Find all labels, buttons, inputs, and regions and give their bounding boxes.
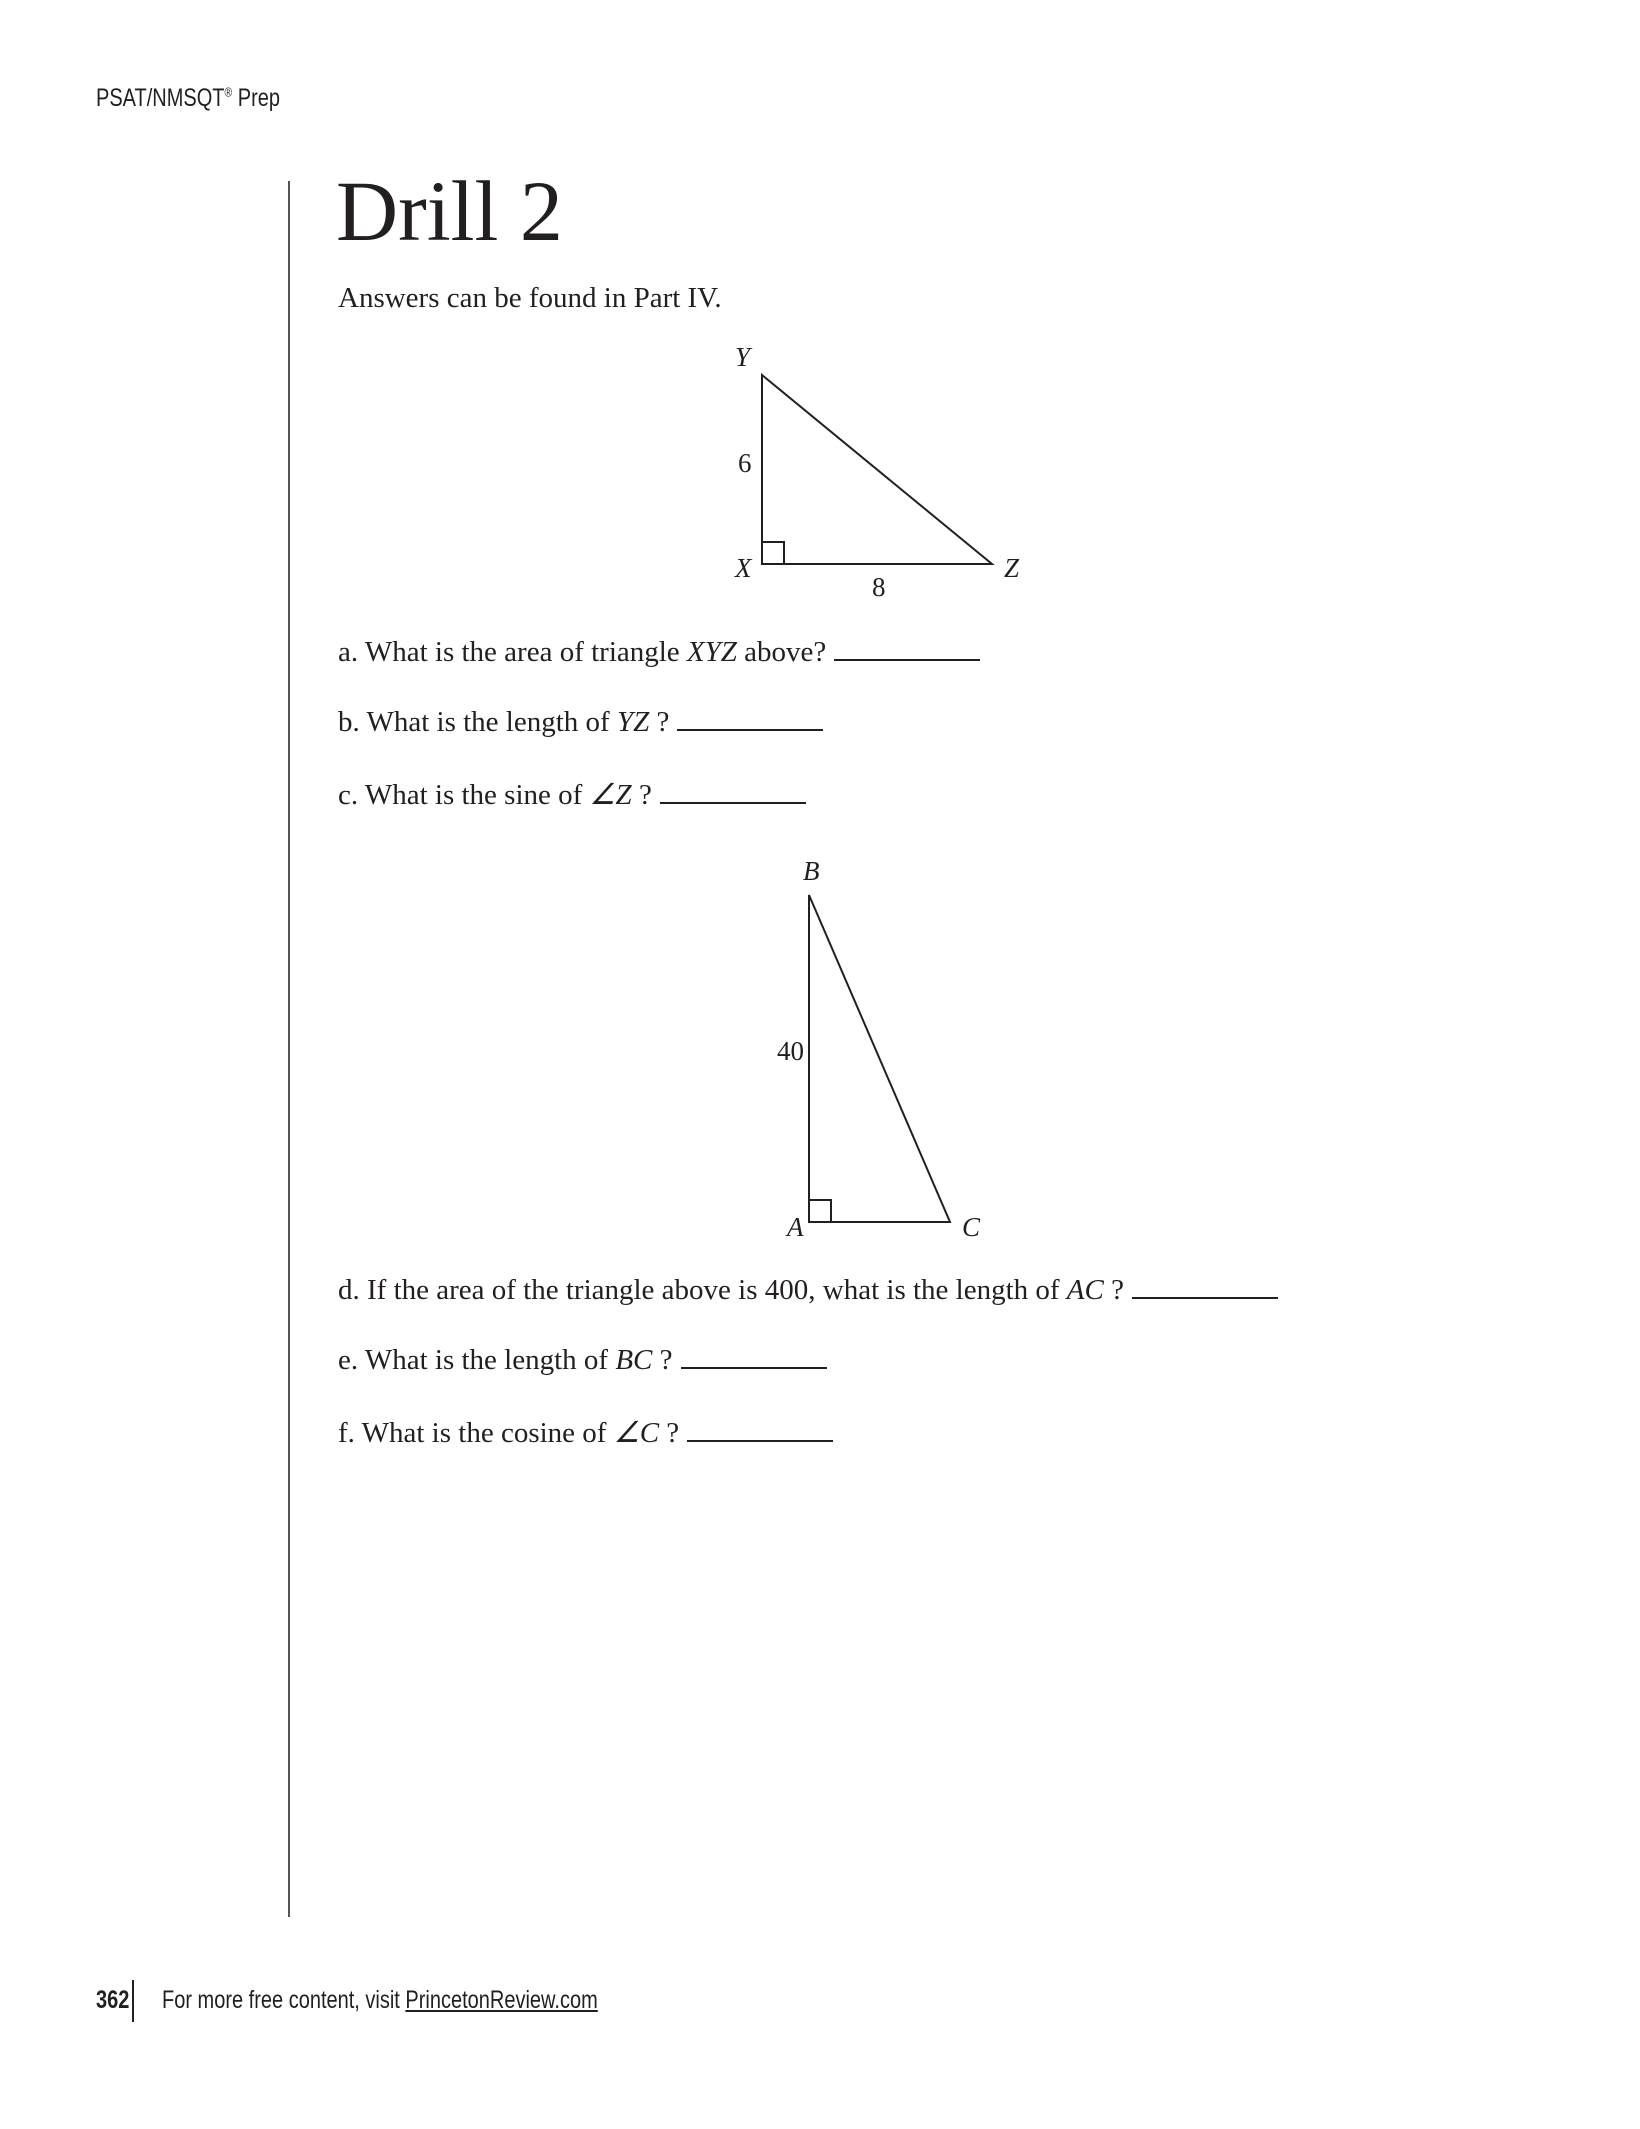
question-e xyxy=(338,1344,827,1377)
vertex-label-a: A xyxy=(787,1212,804,1242)
footer-text xyxy=(162,1986,598,2015)
question-text: a. What is the area of triangle xyxy=(338,636,687,668)
right-angle-marker xyxy=(809,1200,831,1222)
question-f xyxy=(338,1415,833,1450)
vertex-label-y: Y xyxy=(735,342,751,372)
answer-blank[interactable] xyxy=(834,639,980,661)
question-c xyxy=(338,777,806,812)
question-variable: YZ xyxy=(616,706,650,738)
triangle-xyz xyxy=(762,375,992,564)
page-title: Drill 2 xyxy=(336,163,563,259)
question-text: c. What is the sine of xyxy=(338,779,590,811)
vertex-label-b: B xyxy=(803,856,820,886)
question-a xyxy=(338,636,980,669)
running-head-text: PSAT/NMSQT xyxy=(96,84,225,112)
question-b xyxy=(338,706,823,739)
registered-mark: ® xyxy=(224,84,233,100)
question-suffix: ? xyxy=(649,706,670,738)
question-variable: ∠C xyxy=(613,1417,660,1449)
footer-label: For more free content, visit xyxy=(162,1986,406,2014)
answer-blank[interactable] xyxy=(677,709,823,731)
side-label-xz: 8 xyxy=(872,572,886,602)
question-suffix: ? xyxy=(631,779,652,811)
question-suffix: ? xyxy=(659,1417,680,1449)
footer-divider xyxy=(132,1980,134,2022)
question-variable: XYZ xyxy=(686,636,737,668)
triangle-abc-shape xyxy=(809,895,950,1222)
vertex-label-x: X xyxy=(735,553,752,583)
question-text: d. If the area of the triangle above is 400, what is the length of xyxy=(338,1274,1067,1306)
running-head-suffix: Prep xyxy=(232,84,281,112)
question-suffix: above? xyxy=(736,636,827,668)
question-text: e. What is the length of xyxy=(338,1344,616,1376)
question-variable: AC xyxy=(1066,1274,1104,1306)
triangle-abc xyxy=(809,895,950,1222)
answer-blank[interactable] xyxy=(687,1420,833,1442)
question-variable: ∠Z xyxy=(589,779,632,811)
answer-blank[interactable] xyxy=(681,1347,827,1369)
question-suffix: ? xyxy=(652,1344,673,1376)
question-text: b. What is the length of xyxy=(338,706,617,738)
question-suffix: ? xyxy=(1103,1274,1124,1306)
vertex-label-z: Z xyxy=(1004,553,1020,583)
question-d xyxy=(338,1274,1278,1307)
side-label-ab: 40 xyxy=(777,1036,804,1066)
side-label-xy: 6 xyxy=(738,448,752,478)
page-number: 362 xyxy=(96,1986,130,2014)
question-variable: BC xyxy=(615,1344,653,1376)
right-angle-marker xyxy=(762,542,784,564)
triangle-xyz-shape xyxy=(762,375,992,564)
answers-note: Answers can be found in Part IV. xyxy=(338,282,722,314)
answer-blank[interactable] xyxy=(660,782,806,804)
princeton-review-link[interactable]: PrincetonReview.com xyxy=(405,1986,598,2014)
answer-blank[interactable] xyxy=(1132,1277,1278,1299)
question-text: f. What is the cosine of xyxy=(338,1417,614,1449)
vertex-label-c: C xyxy=(962,1212,981,1242)
